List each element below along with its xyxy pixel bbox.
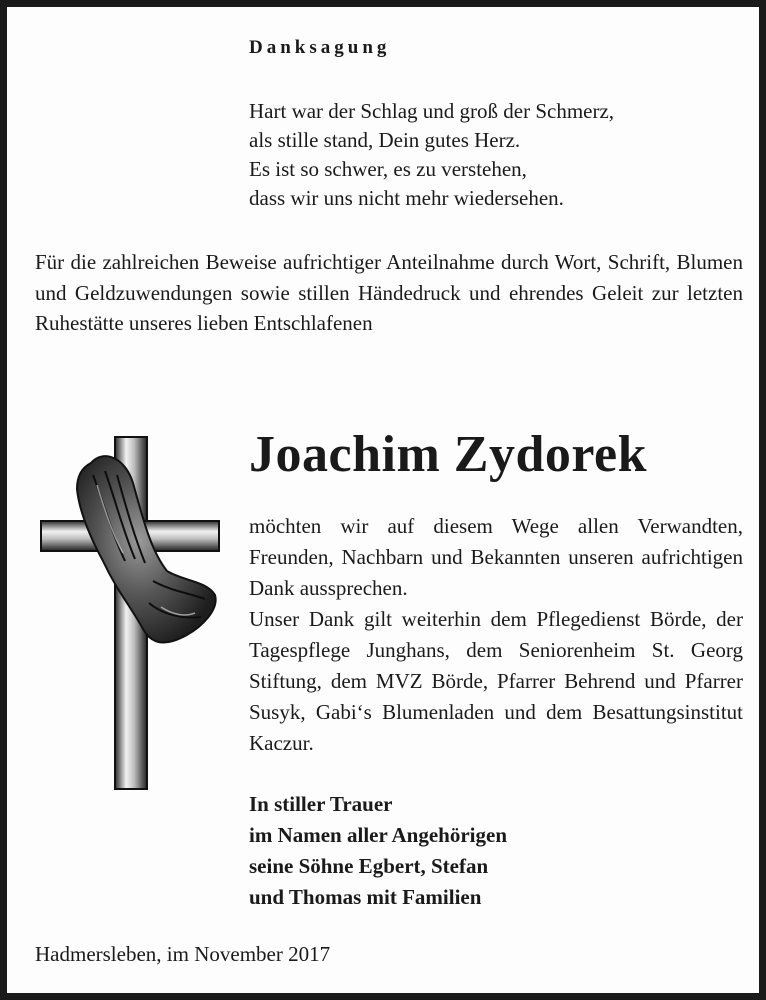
message-paragraph: möchten wir auf diesem Wege allen Verwandten, Freunden, Nachbarn und Bekannten unseren aufrichtigen Dank aussprechen. bbox=[249, 514, 743, 600]
signature-line: im Namen aller Angehörigen bbox=[249, 823, 508, 847]
signature-line: In stiller Trauer bbox=[249, 792, 393, 816]
cross-with-praying-hands-icon bbox=[33, 431, 223, 791]
poem-line: Es ist so schwer, es zu verstehen, bbox=[249, 157, 527, 181]
message-paragraph: Unser Dank gilt weiterhin dem Pflegedienst Börde, der Tagespflege Junghans, dem Seniorenheim St. Georg Stiftung, dem MVZ Börde, Pfarrer Behrend und Pfarrer Susyk, Gabi‘s Blumenladen und dem Besattungsinstitut Kaczur. bbox=[249, 607, 743, 755]
signature-block bbox=[249, 789, 507, 913]
thanks-text: Für die zahlreichen Beweise aufrichtiger Anteilnahme durch Wort, Schrift, Blumen und Geldzuwendungen sowie stillen Händedruck und ehrendes Geleit zur letzten Ruhestätte unseres lieben Entschlafenen bbox=[35, 250, 743, 335]
poem bbox=[249, 97, 614, 213]
message-body bbox=[249, 511, 743, 759]
deceased-name: Joachim Zydorek bbox=[249, 426, 648, 483]
heading: Danksagung bbox=[249, 37, 391, 58]
signature-line: und Thomas mit Familien bbox=[249, 885, 482, 909]
poem-line: dass wir uns nicht mehr wiedersehen. bbox=[249, 186, 564, 210]
poem-line: Hart war der Schlag und groß der Schmerz, bbox=[249, 99, 615, 123]
signature-line: seine Söhne Egbert, Stefan bbox=[249, 854, 489, 878]
poem-line: als stille stand, Dein gutes Herz. bbox=[249, 128, 521, 152]
place-date: Hadmersleben, im November 2017 bbox=[35, 942, 331, 966]
